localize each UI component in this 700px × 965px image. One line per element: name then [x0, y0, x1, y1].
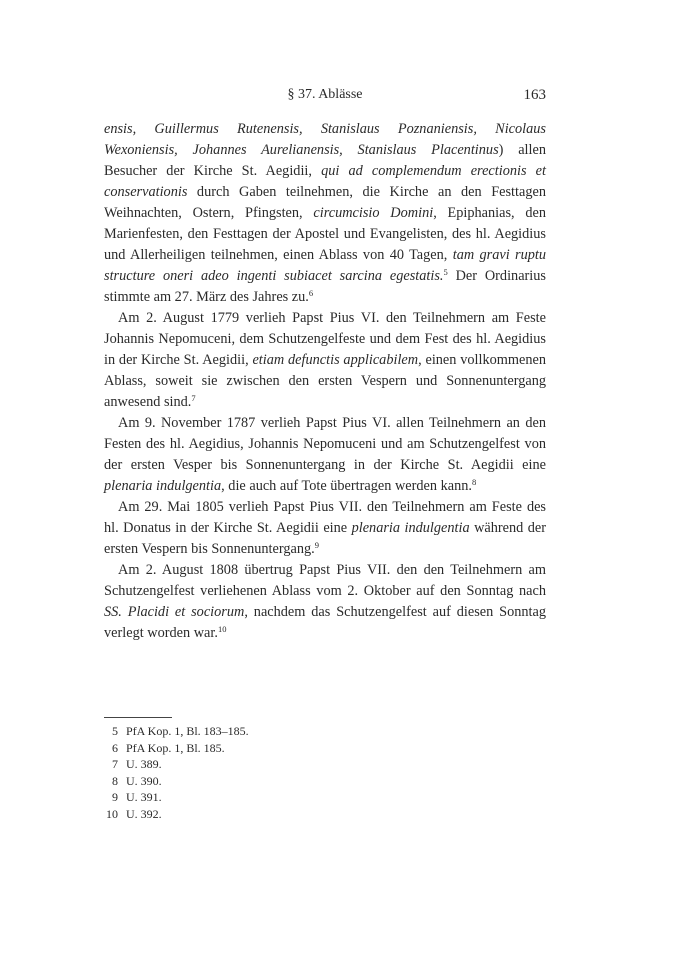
- italic-latin-phrase: qui ad complemendum erectionis et conservationis: [104, 163, 546, 200]
- text-run: ) allen Besucher der Kirche St. Aegidii,: [104, 142, 546, 179]
- paragraph-1: [104, 119, 546, 308]
- footnote: [104, 756, 546, 773]
- footnote-ref[interactable]: 10: [217, 624, 227, 634]
- italic-latin-phrase: SS. Placidi et sociorum: [104, 604, 245, 620]
- footnote-number: 5: [112, 724, 118, 738]
- text-run: Der Ordinarius stimmte am 27. März des Jahres zu.: [104, 268, 546, 305]
- text-run: , nachdem das Schutzengelfest auf diesen Sonntag verlegt worden war.: [104, 604, 547, 641]
- text-run: , die auch auf Tote übertragen werden kann.: [221, 478, 472, 494]
- footnote-ref[interactable]: 5: [443, 267, 448, 277]
- text-run: Am 29. Mai 1805 verlieh Papst Pius VII. den Teilnehmern am Feste des hl. Donatus in der Kirche St. Aegidii eine: [104, 499, 546, 536]
- italic-latin-phrase: circumcisio Domini: [313, 205, 434, 221]
- footnote-divider: [104, 717, 172, 718]
- text-run: Am 2. August 1779 verlieh Papst Pius VI. den Teilnehmern am Feste Johannis Nepomuceni, dem Schutzengelfeste und dem Fest des hl. Aegidius in der Kirche St. Aegidii,: [104, 310, 546, 368]
- text-run: , Epiphanias, den Marienfesten, den Festtagen der Apostel und Evangelisten, des hl. Aegidius und Allerheiligen teilnehmen, einen Ablass von 40 Tagen,: [104, 205, 547, 263]
- text-run: durch Gaben teilnehmen, die Kirche an den Festtagen Weihnachten, Ostern, Pfingsten,: [104, 184, 546, 221]
- footnote-text: U. 390.: [126, 773, 162, 788]
- text-run: Am 9. November 1787 verlieh Papst Pius VI. allen Teilnehmern an den Festen des hl. Aegidius, Johannis Nepomuceni und am Schutzengelfest von der ersten Vesper bis Sonnenuntergang in der Kirche St. Aegidii eine: [104, 415, 546, 473]
- main-text: [104, 119, 546, 644]
- paragraph-3: [104, 413, 546, 497]
- footnote-number: 10: [106, 806, 118, 821]
- footnote-number: 7: [112, 757, 118, 771]
- text-run: während der ersten Vespern bis Sonnenuntergang.: [104, 520, 546, 557]
- section-title: § 37. Ablässe: [287, 87, 363, 102]
- footnote-text: U. 392.: [126, 806, 162, 821]
- footnote: [104, 773, 546, 790]
- footnote-ref[interactable]: 6: [308, 288, 314, 298]
- paragraph-5: [104, 560, 546, 644]
- paragraph-4: [104, 497, 546, 560]
- footnote-number: 8: [112, 773, 118, 788]
- footnote-number: 6: [112, 740, 118, 755]
- footnote: [104, 723, 546, 740]
- footnotes: [104, 723, 546, 822]
- italic-names: ensis, Guillermus Rutenensis, Stanislaus Poznaniensis, Nicolaus Wexoniensis, Johannes Aurelianensis, Stanislaus Placentinus: [104, 121, 546, 158]
- footnote-ref[interactable]: 8: [471, 477, 477, 487]
- footnote-text: U. 391.: [126, 790, 162, 804]
- footnote-text: PfA Kop. 1, Bl. 185.: [126, 740, 225, 755]
- running-header: [104, 84, 546, 106]
- footnote: [104, 806, 546, 823]
- italic-latin-phrase: plenaria indulgentia: [104, 478, 222, 494]
- page-number: 163: [523, 87, 546, 103]
- footnote-text: PfA Kop. 1, Bl. 183–185.: [126, 724, 249, 738]
- italic-latin-phrase: etiam defunctis applicabilem: [252, 352, 419, 368]
- footnote-text: U. 389.: [126, 757, 162, 771]
- footnote-ref[interactable]: 7: [191, 393, 196, 403]
- text-run: , einen vollkommenen Ablass, soweit sie zwischen den ersten Vespern und Sonnenuntergang anwesend sind.: [104, 352, 546, 410]
- footnote: [104, 789, 546, 806]
- italic-latin-phrase: plenaria indulgentia: [351, 520, 470, 536]
- paragraph-2: [104, 308, 546, 413]
- footnote-number: 9: [112, 790, 118, 804]
- text-run: Am 2. August 1808 übertrug Papst Pius VII. den den Teilnehmern am Schutzengelfest verliehenen Ablass vom 2. Oktober auf den Sonntag nach: [104, 562, 546, 599]
- footnote-ref[interactable]: 9: [314, 540, 319, 550]
- italic-latin-phrase: tam gravi ruptu structure oneri adeo ingenti subiacet sarcina egestatis.: [104, 247, 546, 284]
- footnote: [104, 740, 546, 757]
